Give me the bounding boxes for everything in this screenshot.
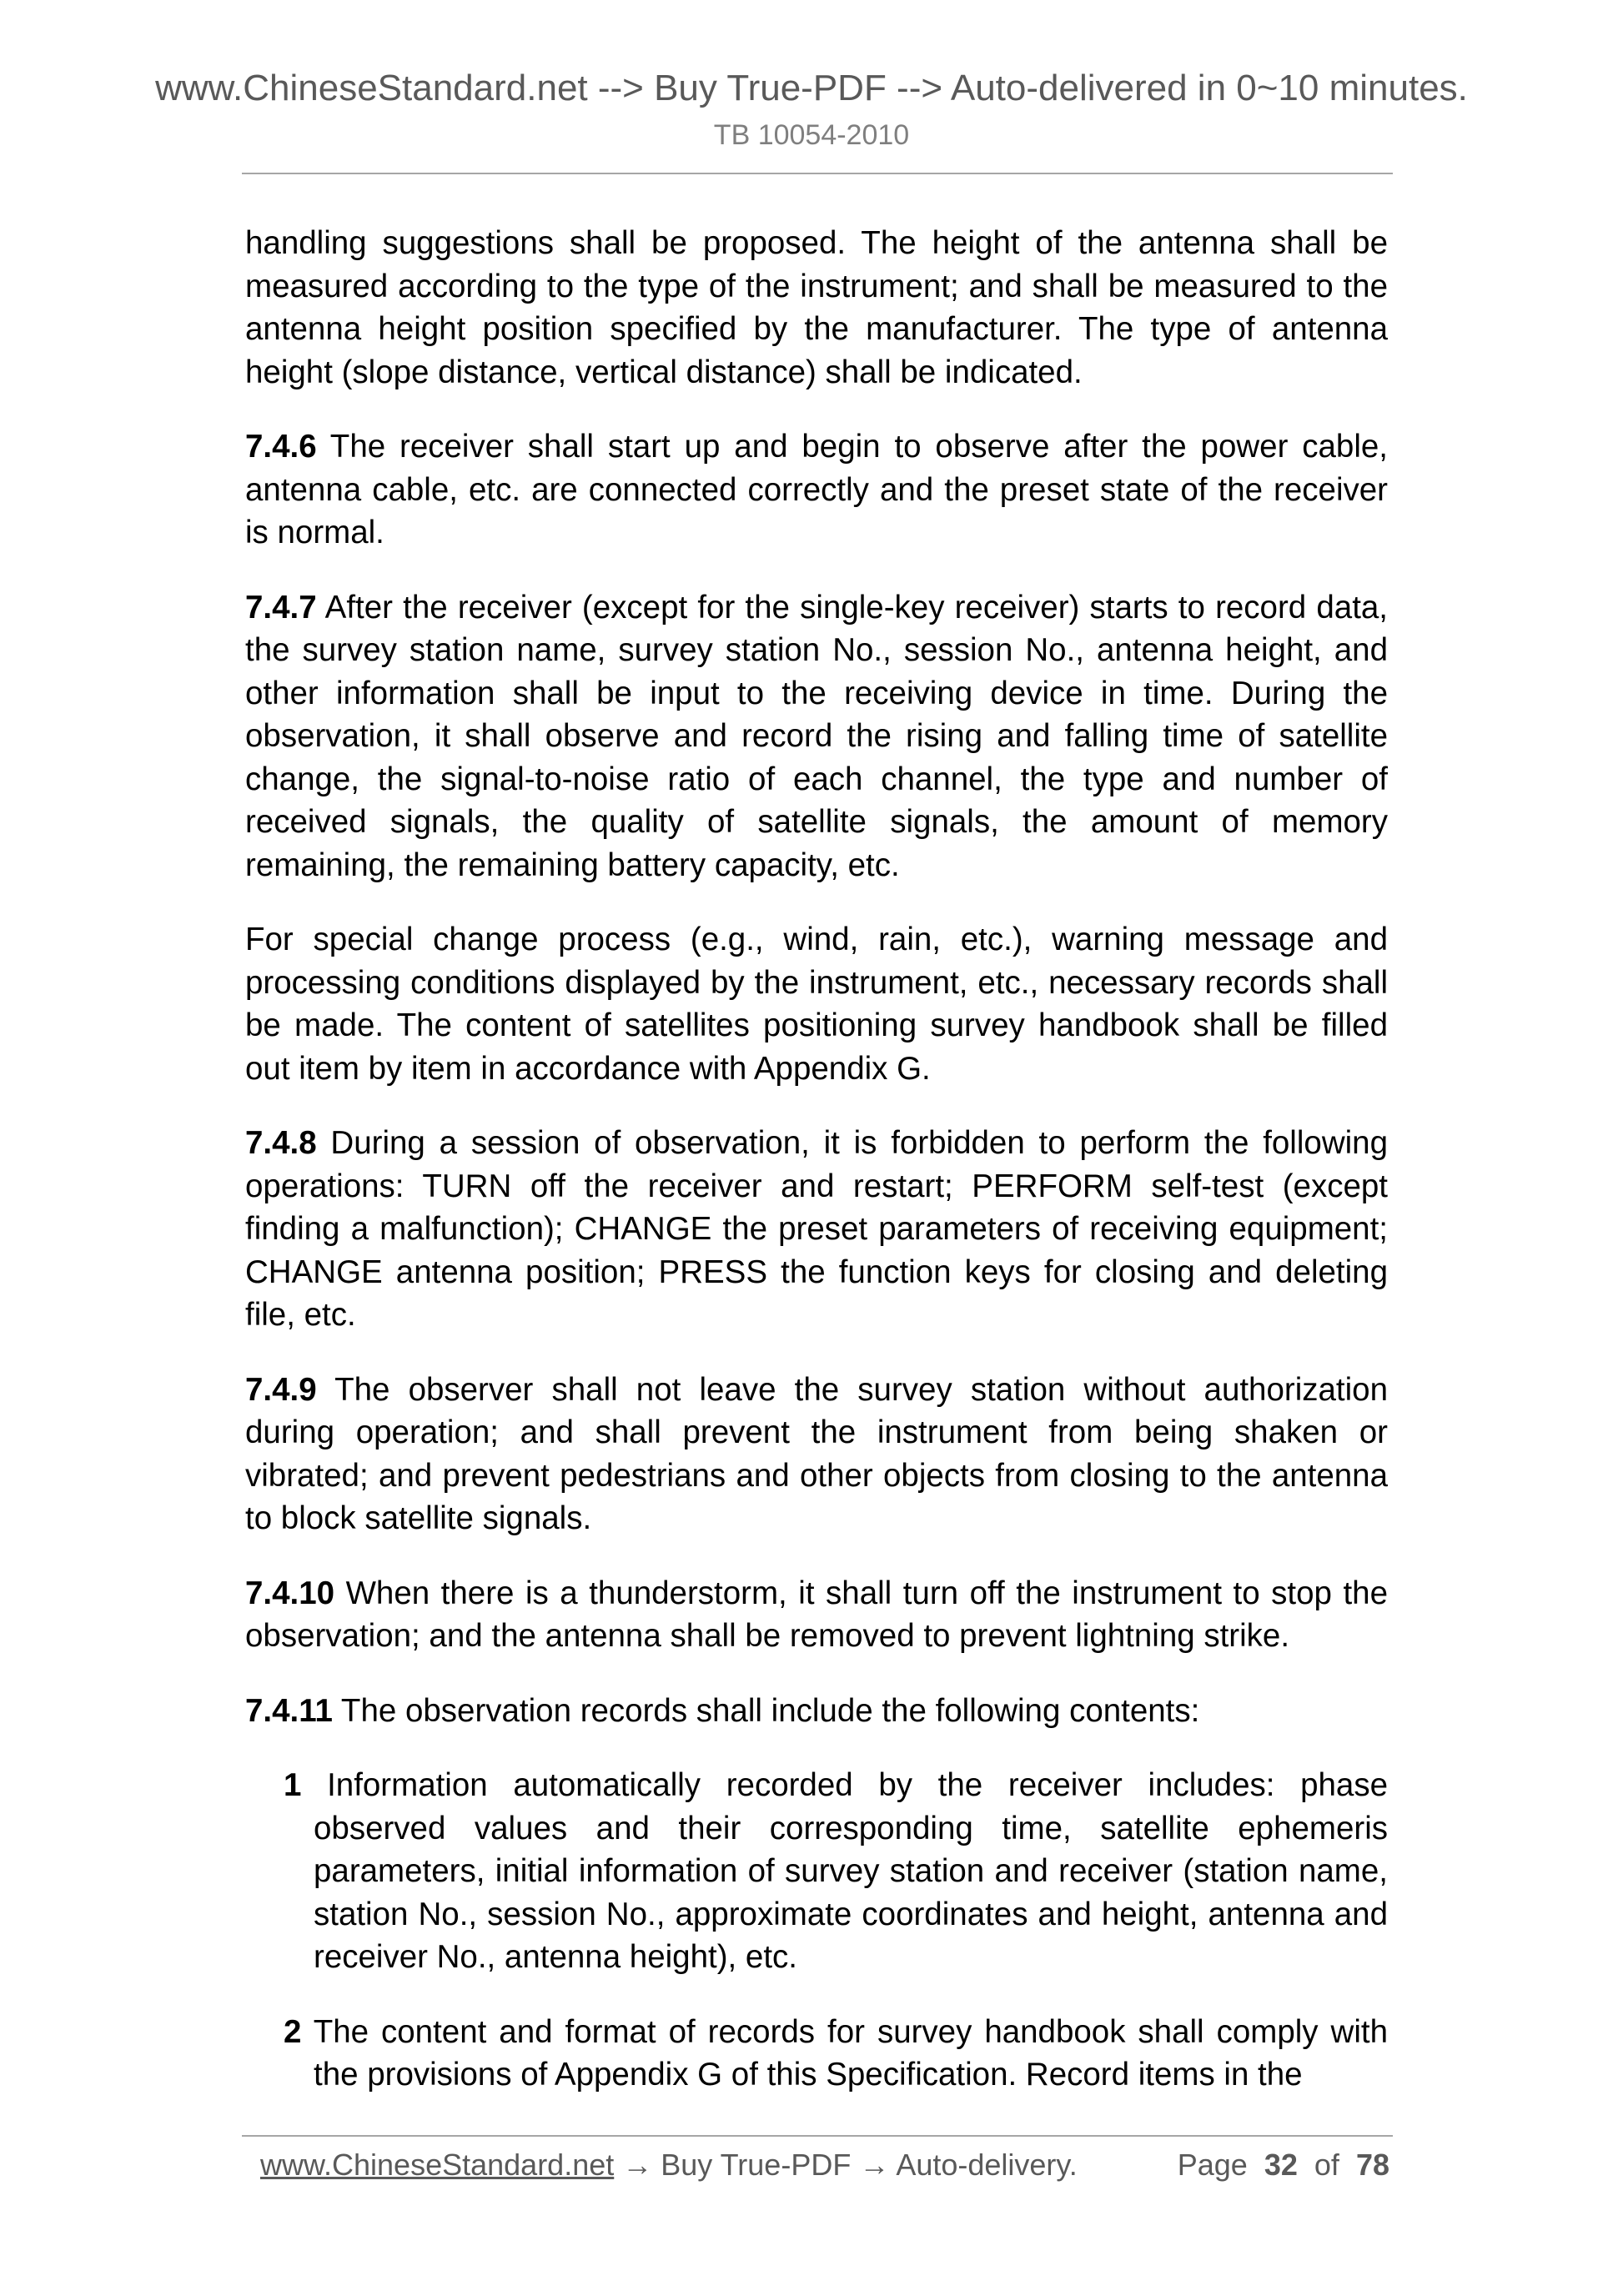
- paragraph-text: The observer shall not leave the survey station without authorization during operation; and shall prevent the instrument from being shaken or vibrated; and prevent pedestrians and other objects from closing to the antenna to block satellite signals.: [245, 1371, 1388, 1536]
- clause-number: 7.4.7: [245, 589, 317, 625]
- paragraph-text: When there is a thunderstorm, it shall turn off the instrument to stop the observation; and the antenna shall be removed to prevent lightning strike.: [245, 1575, 1388, 1654]
- list-item-text: Information automatically recorded by the receiver includes: phase observed values and their corresponding time, satellite ephemeris parameters, initial information of survey station and receiver (station name, station No., session No., approximate coordinates and height, antenna and receiver No., antenna height), etc.: [301, 1767, 1388, 1975]
- list-number: 2: [284, 2013, 302, 2050]
- current-page: 32: [1264, 2148, 1298, 2182]
- paragraph-text: For special change process (e.g., wind, rain, etc.), warning message and processing conditions displayed by the instrument, etc., necessary records shall be made. The content of satellites positioning survey handbook shall be filled out item by item in accordance with Appendix G.: [245, 922, 1388, 1087]
- clause-number: 7.4.10: [245, 1575, 335, 1611]
- clause-number: 7.4.8: [245, 1125, 317, 1161]
- list-item: [284, 2011, 1388, 2097]
- header-divider: [242, 173, 1393, 174]
- header-banner: www.ChineseStandard.net --> Buy True-PDF --> Auto-delivered in 0~10 minutes.: [155, 68, 1468, 108]
- list-number: 1: [284, 1767, 302, 1803]
- of-label: of: [1314, 2148, 1339, 2182]
- clause-number: 7.4.9: [245, 1371, 317, 1408]
- clause-number: 7.4.11: [245, 1692, 333, 1729]
- page-indicator: [1178, 2142, 1389, 2188]
- page-body: [245, 222, 1388, 2128]
- paragraph: [245, 586, 1388, 887]
- list-item: [284, 1764, 1388, 1979]
- footer-site-link[interactable]: www.ChineseStandard.net: [260, 2148, 615, 2182]
- paragraph-text: After the receiver (except for the single-key receiver) starts to record data, the survey station name, survey station No., session No., antenna height, and other information shall be input to the receiving device in time. During the observation, it shall observe and record the rising and falling time of satellite change, the signal-to-noise ratio of each channel, the type and number of received signals, the quality of satellite signals, the amount of memory remaining, the remaining battery capacity, etc.: [245, 589, 1388, 883]
- paragraph: [245, 222, 1388, 394]
- paragraph: [245, 1690, 1388, 1733]
- footer-tagline: → Buy True-PDF → Auto-delivery.: [614, 2148, 1078, 2182]
- footer-left: [260, 2142, 1078, 2188]
- paragraph: [245, 1369, 1388, 1540]
- list-item-text: The content and format of records for survey handbook shall comply with the provisions of Appendix G of this Specification. Record items in the: [301, 2013, 1388, 2093]
- page-footer: [260, 2142, 1389, 2188]
- paragraph: [245, 425, 1388, 555]
- footer-divider: [242, 2135, 1393, 2137]
- paragraph-text: During a session of observation, it is forbidden to perform the following operations: TURN off the receiver and restart; PERFORM self-test (except finding a malfunction); CHANGE the preset parameters of receiving equipment; CHANGE antenna position; PRESS the function keys for closing and deleting file, etc.: [245, 1125, 1388, 1333]
- document-code: TB 10054-2010: [713, 119, 910, 151]
- clause-number: 7.4.6: [245, 429, 317, 465]
- page-label: Page: [1177, 2148, 1248, 2182]
- paragraph: [245, 918, 1388, 1090]
- total-pages: 78: [1355, 2148, 1389, 2182]
- paragraph-text: handling suggestions shall be proposed. The height of the antenna shall be measured according to the type of the instrument; and shall be measured to the antenna height position specified by the manufacturer. The type of antenna height (slope distance, vertical distance) shall be indicated.: [245, 225, 1388, 390]
- paragraph-text: The observation records shall include the following contents:: [332, 1692, 1200, 1729]
- paragraph: [245, 1572, 1388, 1658]
- paragraph: [245, 1122, 1388, 1337]
- paragraph-text: The receiver shall start up and begin to observe after the power cable, antenna cable, etc. are connected correctly and the preset state of the receiver is normal.: [245, 429, 1388, 550]
